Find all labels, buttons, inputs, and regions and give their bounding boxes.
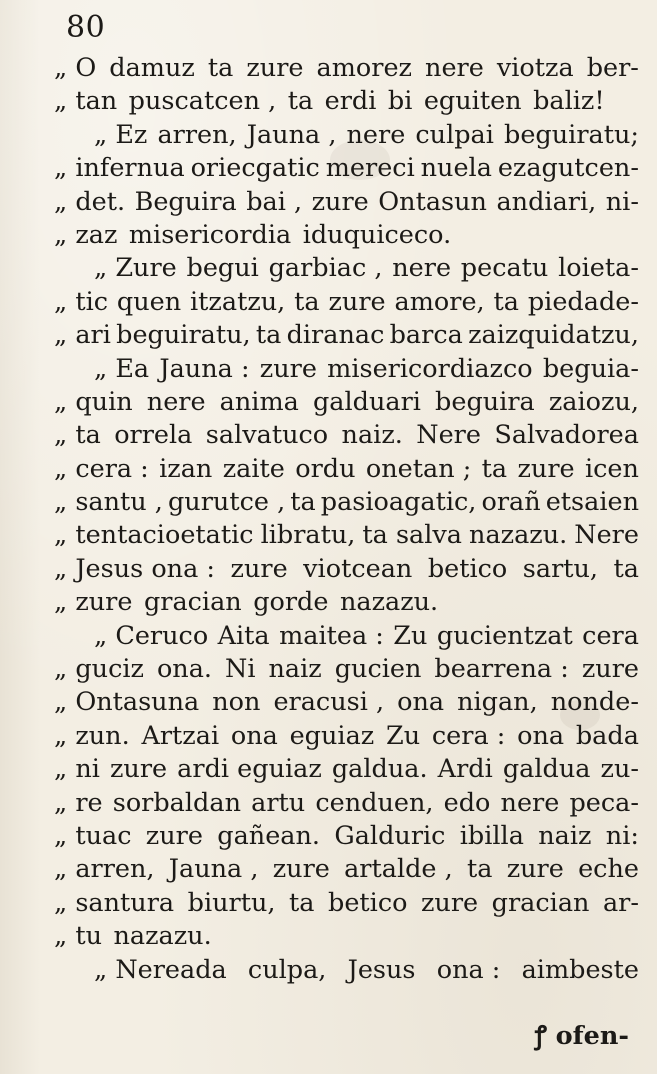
word: nigan, [457, 687, 538, 718]
text-line [54, 52, 639, 85]
word: Jesus [347, 954, 416, 985]
word: beguia- [542, 353, 639, 384]
word: icen [584, 453, 639, 484]
text-line [54, 686, 639, 719]
text-line [54, 519, 639, 552]
word: zure [311, 186, 369, 217]
word: ezagutcen- [497, 153, 639, 184]
word: amorez [316, 53, 412, 83]
text-line [54, 186, 639, 219]
word: ta [290, 487, 316, 518]
word: „ quin [54, 386, 133, 417]
word: eguiten [423, 86, 522, 117]
word: puscatcen , [128, 86, 277, 117]
word: galduari [312, 386, 421, 417]
word: cenduen, [315, 787, 434, 818]
word: ta [289, 887, 315, 918]
word: nere [346, 119, 406, 150]
word: „ tan [54, 86, 118, 117]
word: maitea : [279, 620, 384, 651]
text-line [54, 720, 639, 753]
word: viotza [496, 53, 574, 83]
word: diranac [286, 320, 385, 351]
word: zaizquidatzu, [468, 320, 639, 351]
word: ta [287, 86, 314, 117]
word: arren, [157, 119, 237, 150]
text-line [54, 920, 639, 953]
text-line [54, 620, 639, 653]
word: zu- [600, 754, 639, 785]
word: zaiozu, [548, 386, 639, 417]
word: gañean. [217, 820, 321, 851]
text-line [54, 419, 639, 452]
word: nazazu. [469, 520, 568, 551]
word: non [212, 687, 261, 718]
word: eracusi , [273, 687, 385, 718]
word: gurutce , [167, 487, 286, 518]
word: viotcean [303, 553, 413, 584]
catchword: ꝭ ofen- [534, 1021, 629, 1051]
word: Galduric [334, 820, 446, 851]
word: Ardi [437, 754, 493, 785]
word: zure [230, 553, 288, 584]
page-number: 80 [66, 10, 106, 45]
word: Ni [225, 654, 256, 685]
word: „ ni [54, 754, 100, 785]
word: libratu, [260, 520, 356, 551]
text-line [54, 252, 639, 285]
word: mereci [325, 153, 415, 184]
word: edo [443, 787, 491, 818]
text-line [54, 954, 639, 987]
word: ona [397, 687, 445, 718]
word: beguiratu; [504, 119, 639, 150]
word: gracian [143, 587, 242, 618]
word: zure [145, 820, 203, 851]
word: nere [425, 53, 484, 83]
text-line [54, 887, 639, 920]
word: orañ [481, 487, 541, 518]
word: nuela [420, 153, 492, 184]
word: onetan ; [365, 453, 472, 484]
text-line [54, 152, 639, 185]
word: oriecgatic [190, 153, 320, 184]
word: garbiac , [268, 253, 383, 284]
word: gucien [334, 654, 422, 685]
word: cera : [431, 720, 506, 751]
word: zure [421, 887, 479, 918]
word: „ infernua [54, 153, 185, 184]
word: misericordiazco [327, 353, 533, 384]
word: zure [581, 654, 639, 685]
word: Nere [574, 520, 639, 551]
word: nazazu. [339, 587, 439, 618]
word: zure [246, 53, 304, 83]
text-line [54, 586, 639, 619]
word: „ Ontasuna [54, 687, 200, 718]
body-text [54, 52, 639, 987]
word: „ ari [54, 320, 111, 351]
word: barca [389, 320, 463, 351]
word: begui [186, 253, 259, 284]
word: Jauna , [246, 119, 337, 150]
text-line [54, 219, 639, 252]
word: cera [582, 620, 639, 651]
word: „ tentacioetatic [54, 520, 254, 551]
word: nazazu. [113, 921, 212, 952]
text-line [54, 820, 639, 853]
word: ni: [605, 820, 639, 851]
word: „ guciz [54, 654, 144, 685]
word: eguiaz [289, 720, 375, 751]
text-line [54, 486, 639, 519]
word: ar- [602, 887, 639, 918]
word: nere [500, 787, 560, 818]
word: Beguira [134, 186, 237, 217]
word: ta [466, 854, 493, 885]
word: etsaien [545, 487, 639, 518]
word: betico [427, 553, 508, 584]
word: „ tic [54, 286, 109, 317]
word: erdi [324, 86, 377, 117]
word: „ zure [54, 587, 133, 618]
word: salvatuco [205, 420, 329, 451]
word: misericordia [128, 219, 292, 250]
word: iduquiceco. [302, 219, 452, 250]
word: sorbaldan [112, 787, 241, 818]
word: damuz [109, 53, 195, 83]
word: nere [146, 386, 206, 417]
word: ta [294, 286, 320, 317]
word: amore, [394, 286, 485, 317]
word: biurtu, [187, 887, 276, 918]
word: sartu, [522, 553, 599, 584]
word: ona. [156, 654, 213, 685]
word: izan [159, 453, 213, 484]
word: Jauna , [168, 854, 259, 885]
word: naiz [538, 820, 592, 851]
word: bearrena : [434, 654, 569, 685]
word: anima [219, 386, 299, 417]
text-line [54, 119, 639, 152]
word: „ re [54, 787, 103, 818]
word: zure [272, 854, 330, 885]
word: pecatu [460, 253, 549, 284]
word: Zu [385, 720, 421, 751]
word: „ zaz [54, 219, 118, 250]
word: betico [328, 887, 408, 918]
word: galdua [502, 754, 591, 785]
word: beguira [435, 386, 535, 417]
word: Artzai [141, 720, 220, 751]
word: artu [251, 787, 306, 818]
word: galdua. [331, 754, 428, 785]
word: ta [481, 453, 508, 484]
word: „ Zure [94, 253, 177, 284]
word: ta [493, 286, 519, 317]
word: „ Ez [94, 119, 148, 150]
word: zaite [222, 453, 285, 484]
word: gorde [253, 587, 329, 618]
word: gucientzat [436, 620, 573, 651]
word: „ det. [54, 186, 126, 217]
text-line [54, 853, 639, 886]
word: ta [613, 553, 639, 584]
word: culpa, [247, 954, 327, 985]
word: bada [575, 720, 639, 751]
word: „ ta [54, 420, 101, 451]
word: „ Ceruco [94, 620, 209, 651]
word: „ O [54, 53, 97, 83]
word: andiari, [496, 186, 597, 217]
word: Aita [217, 620, 270, 651]
text-line [54, 753, 639, 786]
word: naiz. [341, 420, 403, 451]
word: zure [506, 854, 564, 885]
text-line [54, 553, 639, 586]
word: „ zun. [54, 720, 130, 751]
word: „ Jesus ona : [54, 553, 216, 584]
word: ona [517, 720, 565, 751]
word: „ santu , [54, 487, 163, 518]
text-line [54, 319, 639, 352]
word: ona : [436, 954, 501, 985]
word: „ santura [54, 887, 175, 918]
word: zure [259, 353, 317, 384]
word: „ cera : [54, 453, 149, 484]
word: ona [230, 720, 278, 751]
word: piedade- [527, 286, 639, 317]
word: culpai [415, 119, 494, 150]
word: quen [116, 286, 182, 317]
word: naiz [268, 654, 322, 685]
word: Jauna : [159, 353, 250, 384]
word: zure [328, 286, 386, 317]
text-line [54, 286, 639, 319]
word: nonde- [550, 687, 639, 718]
word: ta salva [362, 520, 462, 551]
word: „ arren, [54, 854, 155, 885]
word: ta [207, 53, 234, 83]
word: Salvadorea [494, 420, 639, 451]
word: „ tu [54, 921, 102, 952]
word: ibilla [459, 820, 524, 851]
word: orrela [114, 420, 193, 451]
word: artalde , [344, 854, 453, 885]
word: peca- [569, 787, 639, 818]
text-line [54, 386, 639, 419]
word: ni- [605, 186, 639, 217]
word: Zu [393, 620, 428, 651]
word: aimbeste [521, 954, 639, 985]
word: zure [109, 754, 168, 785]
word: ordu [295, 453, 356, 484]
word: baliz! [533, 86, 605, 117]
word: eche [578, 854, 639, 885]
word: „ Nereada [94, 954, 227, 985]
word: Nere [416, 420, 481, 451]
word: gracian [491, 887, 590, 918]
text-line [54, 787, 639, 820]
word: bi [387, 86, 413, 117]
word: beguiratu, [116, 320, 251, 351]
word: nere [392, 253, 452, 284]
word: pasioagatic, [320, 487, 477, 518]
word: ardi eguiaz [177, 754, 322, 785]
word: zure [517, 453, 575, 484]
text-line [54, 85, 639, 118]
text-line [54, 453, 639, 486]
word: ber- [586, 53, 639, 83]
word: Ontasun [378, 186, 487, 217]
text-line [54, 653, 639, 686]
word: itzatzu, [190, 286, 286, 317]
word: „ tuac [54, 820, 132, 851]
word: „ Ea [94, 353, 150, 384]
text-line [54, 353, 639, 386]
word: loieta- [558, 253, 639, 284]
word: bai , [246, 186, 303, 217]
word: ta [255, 320, 282, 351]
